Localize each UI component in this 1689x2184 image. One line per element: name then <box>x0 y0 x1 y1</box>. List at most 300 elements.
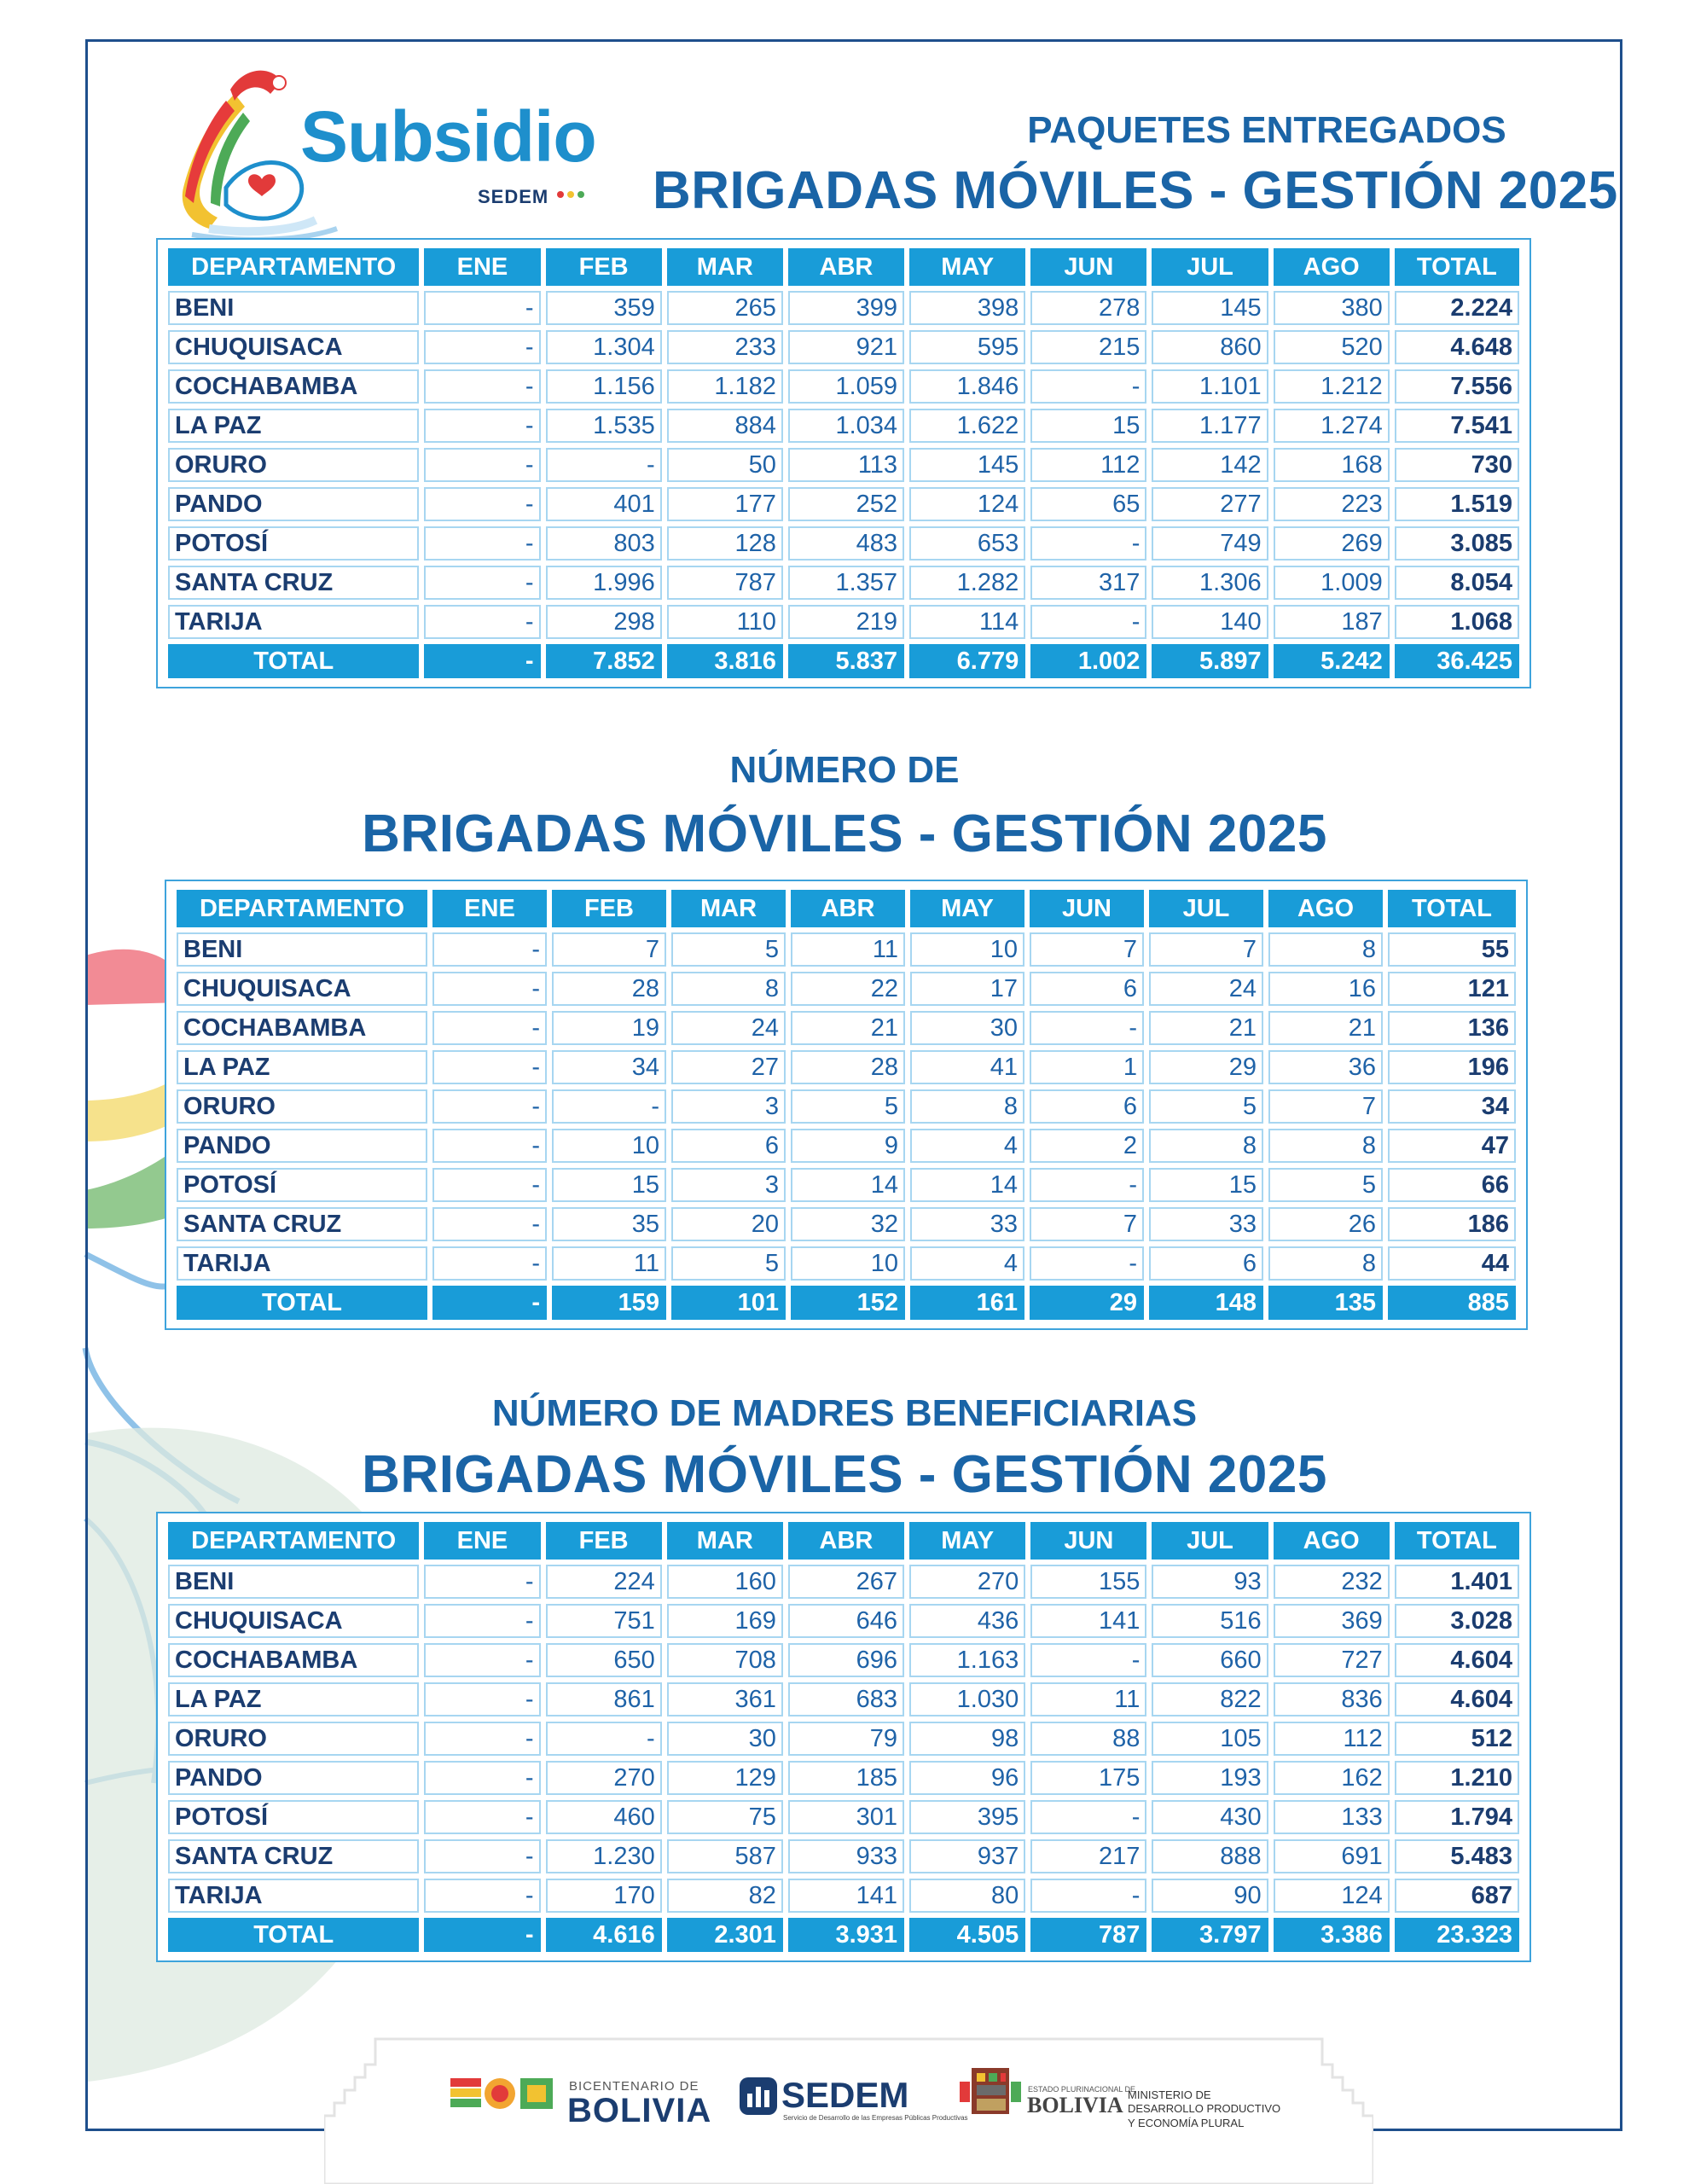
cell: 7 <box>1149 932 1263 967</box>
cell: 15 <box>1149 1168 1263 1202</box>
cell: 1.210 <box>1395 1761 1519 1795</box>
cell: SANTA CRUZ <box>168 1839 419 1873</box>
cell: POTOSÍ <box>168 526 419 561</box>
cell: 2.224 <box>1395 291 1519 325</box>
header-ago: AGO <box>1274 1522 1390 1560</box>
cell: 7 <box>1030 1207 1144 1241</box>
cell: 520 <box>1274 330 1390 364</box>
cell: 317 <box>1030 566 1146 600</box>
cell: 7 <box>1030 932 1144 967</box>
cell: 29 <box>1030 1286 1144 1320</box>
table-row <box>168 1800 1519 1834</box>
cell: 80 <box>909 1879 1025 1913</box>
cell: 1.177 <box>1152 409 1268 443</box>
cell: 7.556 <box>1395 369 1519 404</box>
cell: 888 <box>1152 1839 1268 1873</box>
cell: - <box>432 1207 547 1241</box>
cell: 124 <box>909 487 1025 521</box>
cell: TOTAL <box>168 1918 419 1952</box>
cell: 1.622 <box>909 409 1025 443</box>
cell: 4.505 <box>909 1918 1025 1952</box>
cell: 112 <box>1030 448 1146 482</box>
cell: 1.034 <box>788 409 904 443</box>
total-row <box>168 644 1519 678</box>
cell: 90 <box>1152 1879 1268 1913</box>
header-jun: JUN <box>1030 890 1144 927</box>
header-departamento: DEPARTAMENTO <box>168 1522 419 1560</box>
cell: 50 <box>667 448 783 482</box>
cell: 128 <box>667 526 783 561</box>
cell: 23.323 <box>1395 1918 1519 1952</box>
cell: 8 <box>910 1089 1024 1124</box>
cell: 921 <box>788 330 904 364</box>
cell: 5.897 <box>1152 644 1268 678</box>
cell: 398 <box>909 291 1025 325</box>
cell: 278 <box>1030 291 1146 325</box>
cell: 34 <box>1388 1089 1516 1124</box>
cell: POTOSÍ <box>177 1168 427 1202</box>
table-row <box>168 1604 1519 1638</box>
cell: 148 <box>1149 1286 1263 1320</box>
estado-big-text: BOLIVIA <box>1027 2093 1123 2117</box>
cell: 4 <box>910 1246 1024 1281</box>
header-feb: FEB <box>546 248 662 286</box>
cell: 142 <box>1152 448 1268 482</box>
cell: - <box>1030 605 1146 639</box>
cell: 16 <box>1268 972 1383 1006</box>
cell: 884 <box>667 409 783 443</box>
cell: - <box>546 448 662 482</box>
cell: 483 <box>788 526 904 561</box>
bicentenario-small-text: BICENTENARIO DE <box>569 2079 699 2094</box>
cell: 96 <box>909 1761 1025 1795</box>
cell: 219 <box>788 605 904 639</box>
table-row <box>168 1643 1519 1677</box>
cell: 34 <box>552 1050 666 1084</box>
cell: 152 <box>791 1286 905 1320</box>
cell: COCHABAMBA <box>177 1011 427 1045</box>
header-jun: JUN <box>1030 248 1146 286</box>
cell: - <box>432 972 547 1006</box>
header-mar: MAR <box>667 1522 783 1560</box>
cell: 1.059 <box>788 369 904 404</box>
cell: 430 <box>1152 1800 1268 1834</box>
cell: 135 <box>1268 1286 1383 1320</box>
header-ago: AGO <box>1274 248 1390 286</box>
brigadas-table <box>165 880 1528 1330</box>
cell: - <box>1030 1246 1144 1281</box>
section1-title: BRIGADAS MÓVILES - GESTIÓN 2025 <box>653 161 1618 220</box>
cell: 177 <box>667 487 783 521</box>
cell: 161 <box>910 1286 1024 1320</box>
cell: BENI <box>168 291 419 325</box>
cell: 6.779 <box>909 644 1025 678</box>
cell: 369 <box>1274 1604 1390 1638</box>
cell: 933 <box>788 1839 904 1873</box>
cell: 1.401 <box>1395 1565 1519 1599</box>
cell: LA PAZ <box>168 409 419 443</box>
cell: 160 <box>667 1565 783 1599</box>
cell: 155 <box>1030 1565 1146 1599</box>
cell: 653 <box>909 526 1025 561</box>
cell: 24 <box>1149 972 1263 1006</box>
cell: 267 <box>788 1565 904 1599</box>
cell: 1.357 <box>788 566 904 600</box>
cell: 36.425 <box>1395 644 1519 678</box>
table-row <box>168 1761 1519 1795</box>
cell: BENI <box>177 932 427 967</box>
cell: TARIJA <box>168 605 419 639</box>
cell: 145 <box>909 448 1025 482</box>
cell: 861 <box>546 1682 662 1716</box>
cell: - <box>424 1682 540 1716</box>
cell: 1.519 <box>1395 487 1519 521</box>
cell: 28 <box>791 1050 905 1084</box>
cell: 803 <box>546 526 662 561</box>
cell: 11 <box>1030 1682 1146 1716</box>
cell: - <box>432 1168 547 1202</box>
cell: - <box>424 605 540 639</box>
brand-name: Subsidio <box>300 96 596 177</box>
header-total: TOTAL <box>1388 890 1516 927</box>
cell: 66 <box>1388 1168 1516 1202</box>
cell: - <box>1030 1011 1144 1045</box>
cell: 170 <box>546 1879 662 1913</box>
header-abr: ABR <box>788 248 904 286</box>
brand-sub: SEDEM <box>478 186 549 207</box>
cell: 145 <box>1152 291 1268 325</box>
cell: 3.085 <box>1395 526 1519 561</box>
cell: 124 <box>1274 1879 1390 1913</box>
header-ene: ENE <box>424 1522 540 1560</box>
cell: 5 <box>791 1089 905 1124</box>
cell: 110 <box>667 605 783 639</box>
cell: - <box>424 1722 540 1756</box>
cell: PANDO <box>168 1761 419 1795</box>
table-row <box>177 972 1516 1006</box>
cell: 265 <box>667 291 783 325</box>
cell: 401 <box>546 487 662 521</box>
cell: ORURO <box>168 448 419 482</box>
cell: 93 <box>1152 1565 1268 1599</box>
table-row <box>168 566 1519 600</box>
cell: 696 <box>788 1643 904 1677</box>
section3-title: BRIGADAS MÓVILES - GESTIÓN 2025 <box>362 1445 1327 1504</box>
cell: - <box>1030 1879 1146 1913</box>
header-mar: MAR <box>667 248 783 286</box>
cell: 136 <box>1388 1011 1516 1045</box>
cell: 277 <box>1152 487 1268 521</box>
cell: 215 <box>1030 330 1146 364</box>
cell: 14 <box>791 1168 905 1202</box>
cell: 27 <box>671 1050 786 1084</box>
cell: 159 <box>552 1286 666 1320</box>
total-row <box>168 1918 1519 1952</box>
cell: 8 <box>1268 1129 1383 1163</box>
section1-subtitle: PAQUETES ENTREGADOS <box>1027 109 1506 151</box>
cell: - <box>432 1246 547 1281</box>
cell: 41 <box>910 1050 1024 1084</box>
cell: - <box>424 1604 540 1638</box>
table-row <box>177 1050 1516 1084</box>
table-row <box>177 1207 1516 1241</box>
cell: 224 <box>546 1565 662 1599</box>
cell: 270 <box>546 1761 662 1795</box>
cell: 11 <box>552 1246 666 1281</box>
cell: 5.837 <box>788 644 904 678</box>
cell: - <box>424 409 540 443</box>
header-jul: JUL <box>1149 890 1263 927</box>
table-row <box>168 1722 1519 1756</box>
cell: - <box>424 1643 540 1677</box>
table-row <box>168 448 1519 482</box>
table-row <box>168 1839 1519 1873</box>
header-abr: ABR <box>788 1522 904 1560</box>
cell: - <box>1030 369 1146 404</box>
cell: CHUQUISACA <box>168 330 419 364</box>
cell: 17 <box>910 972 1024 1006</box>
cell: 683 <box>788 1682 904 1716</box>
cell: 14 <box>910 1168 1024 1202</box>
cell: 98 <box>909 1722 1025 1756</box>
cell: SANTA CRUZ <box>177 1207 427 1241</box>
cell: - <box>432 1286 547 1320</box>
brand-dots-icon <box>556 189 587 200</box>
cell: TOTAL <box>168 644 419 678</box>
cell: 8 <box>1149 1129 1263 1163</box>
cell: 1.156 <box>546 369 662 404</box>
cell: - <box>432 1050 547 1084</box>
table-row <box>177 932 1516 967</box>
cell: 587 <box>667 1839 783 1873</box>
table-row <box>168 330 1519 364</box>
cell: 885 <box>1388 1286 1516 1320</box>
cell: 5 <box>1268 1168 1383 1202</box>
table-row <box>168 1879 1519 1913</box>
cell: 822 <box>1152 1682 1268 1716</box>
cell: 646 <box>788 1604 904 1638</box>
cell: - <box>424 1761 540 1795</box>
section3-subtitle: NÚMERO DE MADRES BENEFICIARIAS <box>491 1392 1198 1434</box>
cell: 937 <box>909 1839 1025 1873</box>
table-row <box>177 1168 1516 1202</box>
cell: 21 <box>791 1011 905 1045</box>
cell: 82 <box>667 1879 783 1913</box>
cell: - <box>424 1879 540 1913</box>
bicentenario-emblem-icon <box>450 2075 561 2114</box>
cell: 836 <box>1274 1682 1390 1716</box>
cell: 3 <box>671 1089 786 1124</box>
cell: 233 <box>667 330 783 364</box>
cell: 3.028 <box>1395 1604 1519 1638</box>
cell: - <box>424 448 540 482</box>
cell: 516 <box>1152 1604 1268 1638</box>
cell: ORURO <box>168 1722 419 1756</box>
header-jun: JUN <box>1030 1522 1146 1560</box>
table-row <box>168 409 1519 443</box>
table-row <box>168 1565 1519 1599</box>
cell: 691 <box>1274 1839 1390 1873</box>
cell: PANDO <box>168 487 419 521</box>
cell: 112 <box>1274 1722 1390 1756</box>
cell: 5.483 <box>1395 1839 1519 1873</box>
cell: 30 <box>910 1011 1024 1045</box>
cell: 113 <box>788 448 904 482</box>
cell: 196 <box>1388 1050 1516 1084</box>
header-departamento: DEPARTAMENTO <box>168 248 419 286</box>
header-jul: JUL <box>1152 1522 1268 1560</box>
cell: - <box>424 1800 540 1834</box>
cell: 15 <box>552 1168 666 1202</box>
cell: 162 <box>1274 1761 1390 1795</box>
cell: - <box>432 1011 547 1045</box>
cell: 512 <box>1395 1722 1519 1756</box>
cell: 114 <box>909 605 1025 639</box>
cell: 1.996 <box>546 566 662 600</box>
cell: - <box>424 566 540 600</box>
cell: 26 <box>1268 1207 1383 1241</box>
cell: LA PAZ <box>168 1682 419 1716</box>
cell: 55 <box>1388 932 1516 967</box>
cell: 4 <box>910 1129 1024 1163</box>
table-row <box>168 291 1519 325</box>
cell: 28 <box>552 972 666 1006</box>
cell: 1.068 <box>1395 605 1519 639</box>
cell: 2.301 <box>667 1918 783 1952</box>
sedem-caption: Servicio de Desarrollo de las Empresas Públicas Productivas <box>783 2114 968 2122</box>
cell: 32 <box>791 1207 905 1241</box>
cell: 269 <box>1274 526 1390 561</box>
cell: 708 <box>667 1643 783 1677</box>
cell: 44 <box>1388 1246 1516 1281</box>
cell: 8 <box>671 972 786 1006</box>
cell: 21 <box>1149 1011 1263 1045</box>
cell: 1.009 <box>1274 566 1390 600</box>
cell: 10 <box>910 932 1024 967</box>
cell: CHUQUISACA <box>177 972 427 1006</box>
cell: 105 <box>1152 1722 1268 1756</box>
cell: 1.282 <box>909 566 1025 600</box>
section2-subtitle: NÚMERO DE <box>729 749 960 791</box>
cell: 36 <box>1268 1050 1383 1084</box>
header-ene: ENE <box>432 890 547 927</box>
cell: 4.648 <box>1395 330 1519 364</box>
cell: 787 <box>667 566 783 600</box>
cell: 22 <box>791 972 905 1006</box>
cell: TARIJA <box>177 1246 427 1281</box>
cell: 687 <box>1395 1879 1519 1913</box>
cell: 436 <box>909 1604 1025 1638</box>
cell: 7 <box>1268 1089 1383 1124</box>
cell: 399 <box>788 291 904 325</box>
cell: 33 <box>1149 1207 1263 1241</box>
cell: - <box>424 291 540 325</box>
cell: 4.604 <box>1395 1643 1519 1677</box>
cell: 5 <box>1149 1089 1263 1124</box>
paquetes-table <box>156 238 1531 688</box>
table-row <box>177 1011 1516 1045</box>
header-may: MAY <box>909 248 1025 286</box>
cell: 20 <box>671 1207 786 1241</box>
cell: TOTAL <box>177 1286 427 1320</box>
cell: 10 <box>552 1129 666 1163</box>
cell: 3.797 <box>1152 1918 1268 1952</box>
header-jul: JUL <box>1152 248 1268 286</box>
cell: 65 <box>1030 487 1146 521</box>
cell: 2 <box>1030 1129 1144 1163</box>
cell: 270 <box>909 1565 1025 1599</box>
cell: 7.541 <box>1395 409 1519 443</box>
cell: 5 <box>671 932 786 967</box>
cell: 3.931 <box>788 1918 904 1952</box>
table-row <box>177 1246 1516 1281</box>
cell: 35 <box>552 1207 666 1241</box>
cell: 141 <box>788 1879 904 1913</box>
cell: 301 <box>788 1800 904 1834</box>
cell: 650 <box>546 1643 662 1677</box>
cell: - <box>546 1722 662 1756</box>
cell: - <box>1030 1168 1144 1202</box>
cell: 101 <box>671 1286 786 1320</box>
table-row <box>168 369 1519 404</box>
cell: 3.816 <box>667 644 783 678</box>
cell: 6 <box>1149 1246 1263 1281</box>
cell: 1.002 <box>1030 644 1146 678</box>
cell: - <box>424 487 540 521</box>
cell: 1.535 <box>546 409 662 443</box>
cell: 7 <box>552 932 666 967</box>
cell: 1.212 <box>1274 369 1390 404</box>
estado-small-text: ESTADO PLURINACIONAL DE <box>1028 2085 1136 2094</box>
cell: - <box>552 1089 666 1124</box>
cell: 1.182 <box>667 369 783 404</box>
cell: 1.163 <box>909 1643 1025 1677</box>
table-row <box>177 1089 1516 1124</box>
cell: 727 <box>1274 1643 1390 1677</box>
cell: 359 <box>546 291 662 325</box>
cell: ORURO <box>177 1089 427 1124</box>
cell: - <box>424 1918 540 1952</box>
cell: - <box>1030 526 1146 561</box>
cell: - <box>1030 1643 1146 1677</box>
cell: 10 <box>791 1246 905 1281</box>
cell: - <box>1030 1800 1146 1834</box>
cell: SANTA CRUZ <box>168 566 419 600</box>
cell: 595 <box>909 330 1025 364</box>
cell: 75 <box>667 1800 783 1834</box>
cell: 121 <box>1388 972 1516 1006</box>
cell: 11 <box>791 932 905 967</box>
cell: 33 <box>910 1207 1024 1241</box>
cell: 5 <box>671 1246 786 1281</box>
header-may: MAY <box>909 1522 1025 1560</box>
cell: - <box>424 526 540 561</box>
cell: TARIJA <box>168 1879 419 1913</box>
cell: - <box>432 1129 547 1163</box>
cell: 193 <box>1152 1761 1268 1795</box>
cell: 1 <box>1030 1050 1144 1084</box>
cell: 47 <box>1388 1129 1516 1163</box>
cell: 1.030 <box>909 1682 1025 1716</box>
cell: 79 <box>788 1722 904 1756</box>
cell: 252 <box>788 487 904 521</box>
header-departamento: DEPARTAMENTO <box>177 890 427 927</box>
cell: POTOSÍ <box>168 1800 419 1834</box>
cell: 1.304 <box>546 330 662 364</box>
cell: - <box>432 1089 547 1124</box>
table-row <box>177 1129 1516 1163</box>
cell: 186 <box>1388 1207 1516 1241</box>
